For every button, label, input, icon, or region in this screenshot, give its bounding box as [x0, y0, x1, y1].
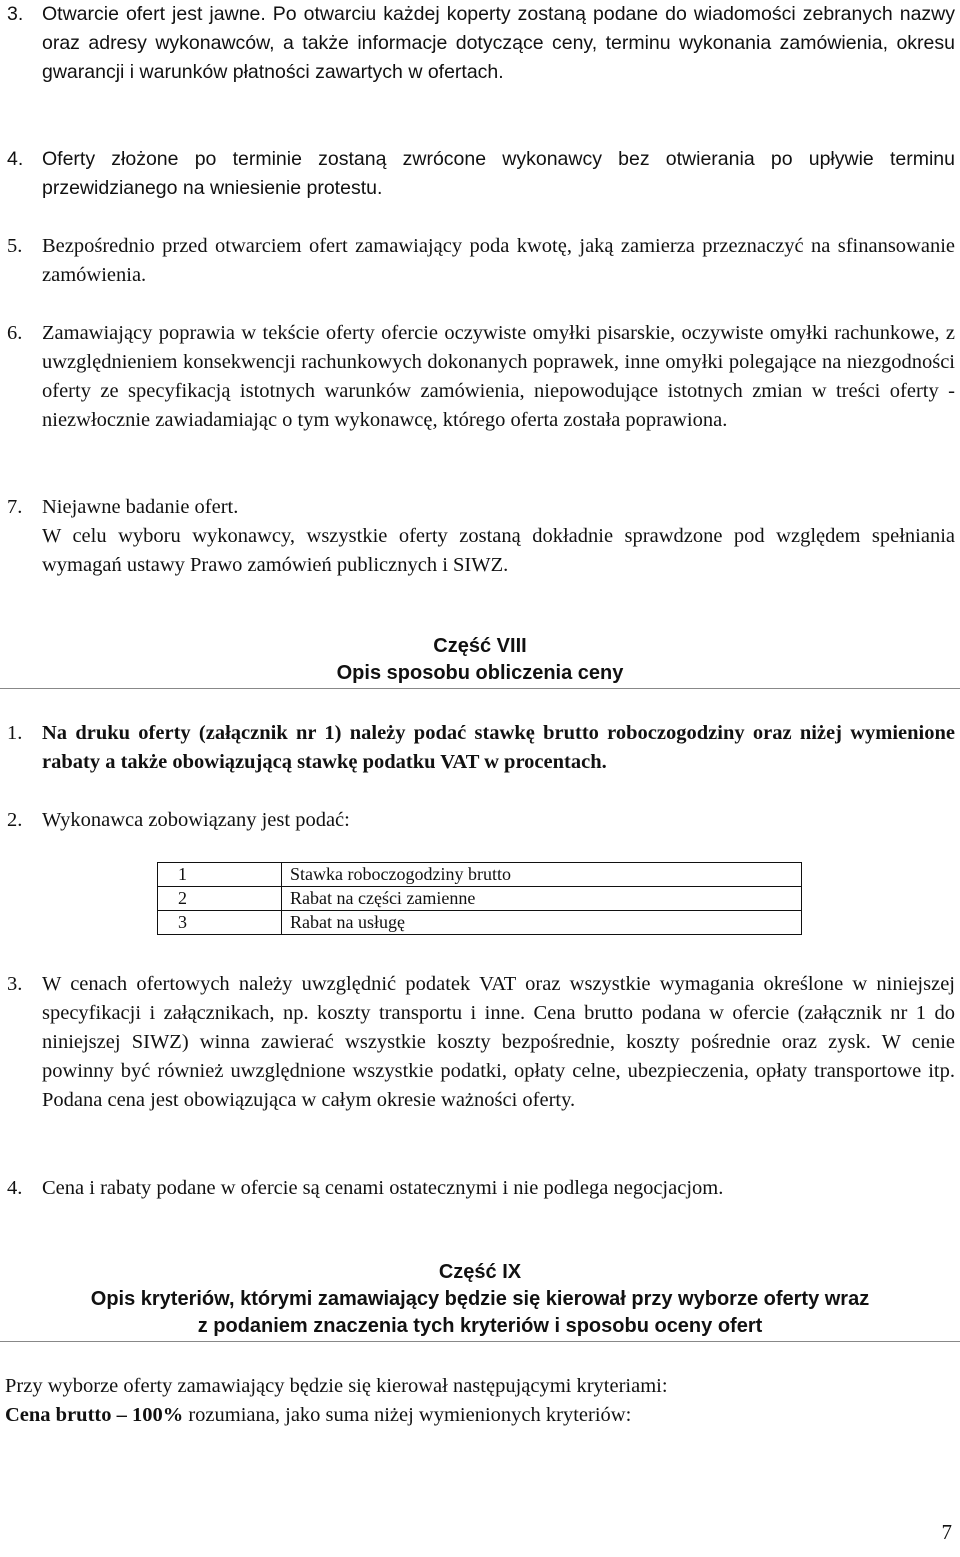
list-text: Bezpośrednio przed otwarciem ofert zamawiający poda kwotę, jaką zamierza przeznaczyć na sfinansowanie zamówienia. — [42, 235, 955, 286]
table-cell-label: Rabat na usługę — [282, 911, 802, 935]
section-subtitle: z podaniem znaczenia tych kryteriów i sposobu oceny ofert — [197, 1315, 763, 1337]
list-text: W celu wyboru wykonawcy, wszystkie oferty zostaną dokładnie sprawdzone pod względem spełniania wymagań ustawy Prawo zamówień publicznych i SIWZ. — [42, 525, 955, 576]
list-item-p2 — [7, 806, 955, 835]
criterion-rest: rozumiana, jako suma niżej wymienionych kryteriów: — [183, 1404, 632, 1426]
list-number: 4. — [7, 148, 24, 170]
list-number: 6. — [7, 322, 23, 344]
list-number: 4. — [7, 1177, 23, 1199]
list-item-p3 — [7, 970, 955, 1115]
criterion-bold: Cena brutto – 100% — [5, 1404, 184, 1426]
list-title: Niejawne badanie ofert. — [42, 496, 239, 518]
table-cell-number: 1 — [158, 863, 282, 887]
list-item-4 — [7, 145, 955, 203]
list-text: Wykonawca zobowiązany jest podać: — [42, 809, 350, 831]
list-text: Na druku oferty (załącznik nr 1) należy podać stawkę brutto roboczogodziny oraz niżej wymienione rabaty a także obowiązującą stawkę podatku VAT w procentach. — [42, 722, 955, 773]
list-item-5 — [7, 232, 955, 290]
section-title: Część VIII — [433, 635, 527, 657]
list-number: 1. — [7, 722, 23, 744]
section-title: Część IX — [438, 1261, 522, 1283]
list-number: 7. — [7, 496, 23, 518]
list-text: Cena i rabaty podane w ofercie są cenami ostatecznymi i nie podlega negocjacjom. — [42, 1177, 724, 1199]
divider — [0, 1341, 960, 1342]
table-cell-label: Stawka roboczogodziny brutto — [282, 863, 802, 887]
list-number: 5. — [7, 235, 23, 257]
intro-text: Przy wyborze oferty zamawiający będzie się kierował następującymi kryteriami: — [5, 1375, 668, 1397]
table-row — [158, 887, 802, 911]
list-number: 3. — [7, 3, 24, 25]
table-row — [158, 863, 802, 887]
list-item-p1 — [7, 719, 955, 777]
rates-table — [157, 862, 802, 935]
section-subtitle: Opis kryteriów, którymi zamawiający będzie się kierował przy wyborze oferty wraz — [90, 1288, 870, 1310]
list-text: Zamawiający poprawia w tekście oferty ofercie oczywiste omyłki pisarskie, oczywiste omyłki rachunkowe, z uwzględnieniem konsekwencji rachunkowych dokonanych poprawek, inne omyłki polegające na niezgodności oferty ze specyfikacją istotnych warunków zamówienia, niepowodujące istotnych zmian w treści oferty - niezwłocznie zawiadamiając o tym wykonawcę, którego oferta została poprawiona. — [42, 322, 955, 431]
list-item-6 — [7, 319, 955, 435]
list-text: Oferty złożone po terminie zostaną zwrócone wykonawcy bez otwierania po upływie terminu przewidzianego na wniesienie protestu. — [42, 148, 955, 199]
table-cell-number: 3 — [158, 911, 282, 935]
list-text: Otwarcie ofert jest jawne. Po otwarciu każdej koperty zostaną podane do wiadomości zebranych nazwy oraz adresy wykonawców, a także informacje dotyczące ceny, terminu wykonania zamówienia, okresu gwarancji i warunków płatności zawartych w ofertach. — [42, 3, 955, 83]
list-item-p4 — [7, 1174, 955, 1203]
divider — [0, 688, 960, 689]
table-cell-number: 2 — [158, 887, 282, 911]
page-number: 7 — [941, 1520, 952, 1544]
list-item-3 — [7, 0, 955, 87]
criteria-intro — [5, 1372, 953, 1430]
table-row — [158, 911, 802, 935]
list-text: W cenach ofertowych należy uwzględnić podatek VAT oraz wszystkie wymagania określone w niniejszej specyfikacji i załącznikach, np. koszty transportu i inne. Cena brutto podana w ofercie (załącznik nr 1 do niniejszej SIWZ) winna zawierać wszystkie koszty bezpośrednie, koszty pośrednie oraz zysk. W cenie powinny być również uwzględnione wszystkie podatki, opłaty celne, ubezpieczenia, opłaty transportowe itp. Podana cena jest obowiązująca w całym okresie ważności oferty. — [42, 973, 955, 1111]
table-cell-label: Rabat na części zamienne — [282, 887, 802, 911]
list-number: 3. — [7, 973, 23, 995]
list-number: 2. — [7, 809, 23, 831]
criterion-line — [5, 1401, 953, 1430]
section-subtitle: Opis sposobu obliczenia ceny — [336, 662, 624, 684]
list-item-7 — [7, 493, 955, 580]
